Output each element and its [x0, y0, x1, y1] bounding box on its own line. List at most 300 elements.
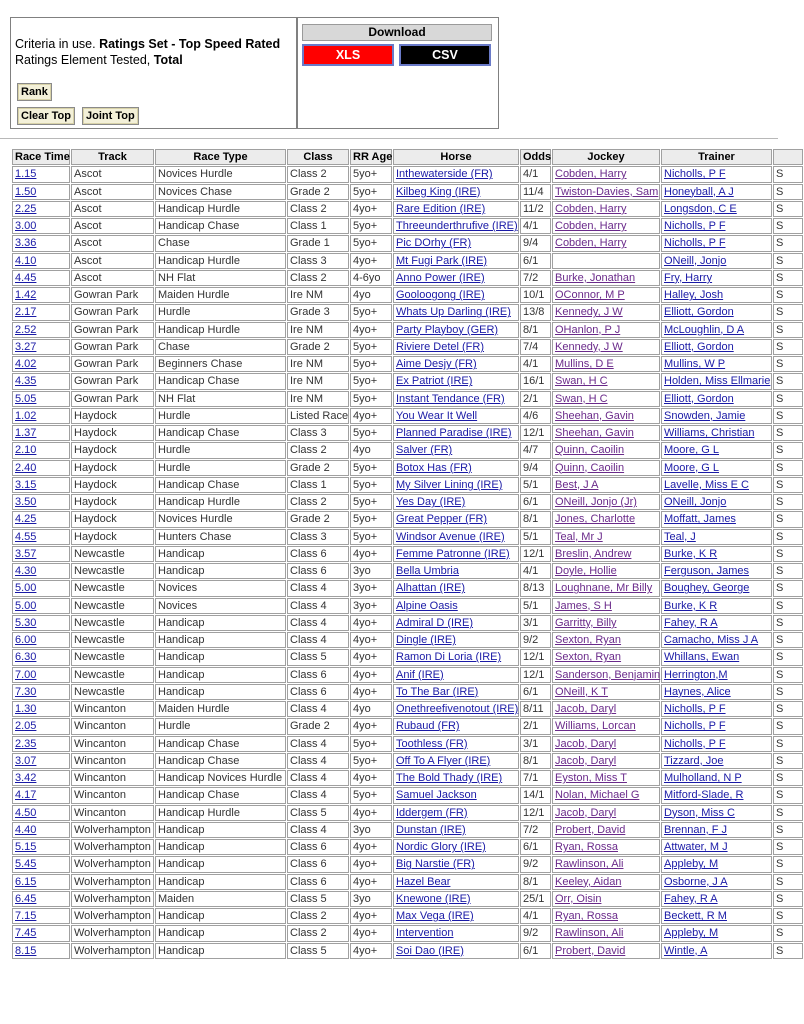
trainer-link[interactable]: Dyson, Miss C — [664, 806, 735, 819]
cell-race-time — [12, 718, 70, 734]
cell-class: Class 1 — [287, 218, 349, 234]
jockey-link[interactable]: Sexton, Ryan — [555, 651, 622, 664]
cell-class: Grade 2 — [287, 511, 349, 527]
race-time-link[interactable]: 6.00 — [15, 634, 37, 647]
jockey-link[interactable]: Cobden, Harry — [555, 202, 627, 215]
column-header-jockey[interactable]: Jockey — [552, 149, 660, 165]
jockey-link[interactable]: Jacob, Daryl — [555, 737, 617, 750]
jockey-link[interactable]: Loughnane, Mr Billy — [555, 582, 653, 595]
trainer-link[interactable]: Moore, G L — [664, 461, 720, 474]
horse-link[interactable]: To The Bar (IRE) — [396, 685, 479, 698]
horse-link[interactable]: Aime Desjy (FR) — [396, 358, 477, 371]
table-row — [12, 943, 803, 959]
cell-track: Ascot — [71, 270, 154, 286]
cell-track: Wolverhampton — [71, 943, 154, 959]
table-row — [12, 787, 803, 803]
race-time-link[interactable]: 2.25 — [15, 202, 37, 215]
race-time-link[interactable]: 1.02 — [15, 409, 37, 422]
trainer-link[interactable]: Nicholls, P F — [664, 237, 726, 250]
race-time-link[interactable]: 1.30 — [15, 703, 37, 716]
horse-link[interactable]: Anno Power (IRE) — [396, 271, 485, 284]
cell-race-time — [12, 477, 70, 493]
race-time-link[interactable]: 7.30 — [15, 685, 37, 698]
horse-link[interactable]: Whats Up Darling (IRE) — [396, 306, 511, 319]
race-time-link[interactable]: 3.27 — [15, 340, 37, 353]
download-xls-button[interactable]: XLS — [302, 44, 394, 66]
trainer-link[interactable]: Osborne, J A — [664, 875, 728, 888]
jockey-link[interactable]: Orr, Oisin — [555, 892, 602, 905]
race-time-link[interactable]: 3.00 — [15, 220, 37, 233]
trainer-link[interactable]: Elliott, Gordon — [664, 306, 734, 319]
trainer-link[interactable]: Camacho, Miss J A — [664, 634, 759, 647]
cell-rr-age: 5yo+ — [350, 511, 392, 527]
horse-link[interactable]: Iddergem (FR) — [396, 806, 468, 819]
cell-horse — [393, 839, 519, 855]
horse-link[interactable]: Femme Patronne (IRE) — [396, 547, 510, 560]
race-time-link[interactable]: 5.05 — [15, 392, 37, 405]
criteria-element-line — [15, 53, 183, 67]
cell-jockey — [552, 925, 660, 941]
horse-link[interactable]: Nordic Glory (IRE) — [396, 841, 486, 854]
cell-horse — [393, 356, 519, 372]
jockey-link[interactable]: Rawlinson, Ali — [555, 858, 624, 871]
race-time-link[interactable]: 3.57 — [15, 547, 37, 560]
trainer-link[interactable]: ONeill, Jonjo — [664, 254, 727, 267]
cell-extra: S — [773, 287, 803, 303]
trainer-link[interactable]: Mitford-Slade, R — [664, 789, 744, 802]
trainer-link[interactable]: Herrington,M — [664, 668, 728, 681]
cell-class: Class 4 — [287, 753, 349, 769]
cell-horse — [393, 546, 519, 562]
horse-link[interactable]: Alpine Oasis — [396, 599, 458, 612]
jockey-link[interactable]: Jacob, Daryl — [555, 806, 617, 819]
rank-button[interactable]: Rank — [17, 83, 52, 101]
cell-rr-age: 5yo+ — [350, 356, 392, 372]
cell-race-type: Handicap Chase — [155, 787, 286, 803]
race-time-link[interactable]: 3.50 — [15, 496, 37, 509]
horse-link[interactable]: Off To A Flyer (IRE) — [396, 754, 491, 767]
jockey-link[interactable]: Jones, Charlotte — [555, 513, 636, 526]
table-row — [12, 511, 803, 527]
trainer-link[interactable]: Beckett, R M — [664, 910, 727, 923]
cell-extra: S — [773, 667, 803, 683]
cell-race-time — [12, 460, 70, 476]
cell-race-type: Handicap Hurdle — [155, 201, 286, 217]
horse-link[interactable]: Yes Day (IRE) — [396, 496, 466, 509]
cell-track: Wolverhampton — [71, 874, 154, 890]
cell-trainer — [661, 805, 772, 821]
cell-extra: S — [773, 322, 803, 338]
cell-odds: 8/1 — [520, 874, 551, 890]
race-time-link[interactable]: 4.40 — [15, 823, 37, 836]
download-csv-button[interactable]: CSV — [399, 44, 491, 66]
column-header-extra[interactable] — [773, 149, 803, 165]
jockey-link[interactable]: Jacob, Daryl — [555, 754, 617, 767]
column-header-trainer[interactable]: Trainer — [661, 149, 772, 165]
jockey-link[interactable]: Kennedy, J W — [555, 306, 623, 319]
horse-link[interactable]: Ex Patriot (IRE) — [396, 375, 473, 388]
cell-class: Class 4 — [287, 770, 349, 786]
horse-link[interactable]: Max Vega (IRE) — [396, 910, 474, 923]
trainer-link[interactable]: Moore, G L — [664, 444, 720, 457]
jockey-link[interactable]: Cobden, Harry — [555, 168, 627, 181]
race-time-link[interactable]: 4.55 — [15, 530, 37, 543]
cell-race-time — [12, 925, 70, 941]
trainer-link[interactable]: Attwater, M J — [664, 841, 728, 854]
jockey-link[interactable]: Jacob, Daryl — [555, 703, 617, 716]
trainer-link[interactable]: Whillans, Ewan — [664, 651, 740, 664]
cell-jockey — [552, 304, 660, 320]
jockey-link[interactable]: OConnor, M P — [555, 289, 625, 302]
cell-race-type: Hurdle — [155, 460, 286, 476]
cell-trainer — [661, 460, 772, 476]
cell-jockey — [552, 270, 660, 286]
jockey-link[interactable]: Williams, Lorcan — [555, 720, 636, 733]
race-time-link[interactable]: 7.15 — [15, 910, 37, 923]
trainer-link[interactable]: Fry, Harry — [664, 271, 713, 284]
horse-link[interactable]: Great Pepper (FR) — [396, 513, 488, 526]
horse-link[interactable]: The Bold Thady (IRE) — [396, 772, 503, 785]
trainer-link[interactable]: Moffatt, James — [664, 513, 736, 526]
trainer-link[interactable]: Appleby, M — [664, 858, 719, 871]
cell-class: Class 2 — [287, 270, 349, 286]
trainer-link[interactable]: Halley, Josh — [664, 289, 724, 302]
jockey-link[interactable]: Burke, Jonathan — [555, 271, 636, 284]
horse-link[interactable]: Rare Edition (IRE) — [396, 202, 486, 215]
jockey-link[interactable]: Mullins, D E — [555, 358, 614, 371]
race-time-link[interactable]: 7.00 — [15, 668, 37, 681]
trainer-link[interactable]: Boughey, George — [664, 582, 750, 595]
cell-class: Class 4 — [287, 787, 349, 803]
horse-link[interactable]: Windsor Avenue (IRE) — [396, 530, 505, 543]
trainer-link[interactable]: Mulholland, N P — [664, 772, 742, 785]
trainer-link[interactable]: Burke, K R — [664, 599, 718, 612]
cell-race-time — [12, 425, 70, 441]
cell-jockey — [552, 805, 660, 821]
horse-link[interactable]: Alhattan (IRE) — [396, 582, 466, 595]
race-time-link[interactable]: 2.17 — [15, 306, 37, 319]
jockey-link[interactable]: Garritty, Billy — [555, 616, 617, 629]
race-time-link[interactable]: 2.10 — [15, 444, 37, 457]
jockey-link[interactable]: Teal, Mr J — [555, 530, 603, 543]
horse-link[interactable]: Kilbeg King (IRE) — [396, 185, 481, 198]
trainer-link[interactable]: Nicholls, P F — [664, 168, 726, 181]
cell-track: Newcastle — [71, 667, 154, 683]
race-time-link[interactable]: 1.50 — [15, 185, 37, 198]
trainer-link[interactable]: ONeill, Jonjo — [664, 496, 727, 509]
horse-link[interactable]: Anif (IRE) — [396, 668, 444, 681]
horse-link[interactable]: Instant Tendance (FR) — [396, 392, 505, 405]
race-time-link[interactable]: 4.02 — [15, 358, 37, 371]
cell-rr-age: 4yo+ — [350, 908, 392, 924]
table-row — [12, 304, 803, 320]
jockey-link[interactable]: Breslin, Andrew — [555, 547, 632, 560]
cell-race-time — [12, 615, 70, 631]
trainer-link[interactable]: Holden, Miss Ellmarie — [664, 375, 771, 388]
race-time-link[interactable]: 4.10 — [15, 254, 37, 267]
cell-class: Class 2 — [287, 166, 349, 182]
jockey-link[interactable]: Swan, H C — [555, 375, 608, 388]
jockey-link[interactable]: Kennedy, J W — [555, 340, 623, 353]
horse-link[interactable]: Intervention — [396, 927, 454, 940]
horse-link[interactable]: Bella Umbria — [396, 565, 459, 578]
cell-odds: 13/8 — [520, 304, 551, 320]
cell-race-type: Handicap Chase — [155, 753, 286, 769]
horse-link[interactable]: Gooloogong (IRE) — [396, 289, 485, 302]
race-time-link[interactable]: 5.00 — [15, 599, 37, 612]
trainer-link[interactable]: Appleby, M — [664, 927, 719, 940]
joint-top-button[interactable]: Joint Top — [82, 107, 139, 125]
trainer-link[interactable]: Nicholls, P F — [664, 220, 726, 233]
clear-top-button[interactable]: Clear Top — [17, 107, 75, 125]
cell-race-time — [12, 494, 70, 510]
cell-rr-age: 4yo+ — [350, 770, 392, 786]
cell-race-time — [12, 856, 70, 872]
horse-link[interactable]: Toothless (FR) — [396, 737, 468, 750]
cell-horse — [393, 667, 519, 683]
race-time-link[interactable]: 8.15 — [15, 944, 37, 957]
race-time-link[interactable]: 3.07 — [15, 754, 37, 767]
cell-rr-age: 3yo — [350, 563, 392, 579]
table-row — [12, 598, 803, 614]
cell-race-type: Chase — [155, 235, 286, 251]
race-time-link[interactable]: 6.15 — [15, 875, 37, 888]
cell-horse — [393, 649, 519, 665]
cell-race-time — [12, 218, 70, 234]
horse-link[interactable]: Dunstan (IRE) — [396, 823, 466, 836]
cell-trainer — [661, 391, 772, 407]
trainer-link[interactable]: Elliott, Gordon — [664, 340, 734, 353]
jockey-link[interactable]: Quinn, Caoilin — [555, 444, 625, 457]
jockey-link[interactable]: Twiston-Davies, Sam — [555, 185, 659, 198]
download-header: Download — [302, 24, 492, 41]
jockey-link[interactable]: Quinn, Caoilin — [555, 461, 625, 474]
trainer-link[interactable]: Nicholls, P F — [664, 737, 726, 750]
jockey-link[interactable]: Swan, H C — [555, 392, 608, 405]
jockey-link[interactable]: James, S H — [555, 599, 612, 612]
race-time-link[interactable]: 5.30 — [15, 616, 37, 629]
race-time-link[interactable]: 1.42 — [15, 289, 37, 302]
cell-horse — [393, 805, 519, 821]
cell-race-type: Hurdle — [155, 718, 286, 734]
race-time-link[interactable]: 3.36 — [15, 237, 37, 250]
cell-rr-age: 5yo+ — [350, 736, 392, 752]
trainer-link[interactable]: Teal, J — [664, 530, 696, 543]
trainer-link[interactable]: Tizzard, Joe — [664, 754, 724, 767]
jockey-link[interactable]: Ryan, Rossa — [555, 841, 618, 854]
race-time-link[interactable]: 4.45 — [15, 271, 37, 284]
race-time-link[interactable]: 4.17 — [15, 789, 37, 802]
jockey-link[interactable]: ONeill, K T — [555, 685, 608, 698]
table-row — [12, 736, 803, 752]
horse-link[interactable]: Ramon Di Loria (IRE) — [396, 651, 502, 664]
cell-odds: 12/1 — [520, 667, 551, 683]
jockey-link[interactable]: Rawlinson, Ali — [555, 927, 624, 940]
cell-rr-age: 4yo+ — [350, 667, 392, 683]
cell-trainer — [661, 822, 772, 838]
cell-track: Gowran Park — [71, 356, 154, 372]
horse-link[interactable]: Rubaud (FR) — [396, 720, 460, 733]
horse-link[interactable]: Inthewaterside (FR) — [396, 168, 493, 181]
horse-link[interactable]: Soi Dao (IRE) — [396, 944, 464, 957]
jockey-link[interactable]: Sheehan, Gavin — [555, 409, 634, 422]
horse-link[interactable]: Knewone (IRE) — [396, 892, 471, 905]
trainer-link[interactable]: Nicholls, P F — [664, 703, 726, 716]
horse-link[interactable]: Hazel Bear — [396, 875, 451, 888]
cell-trainer — [661, 442, 772, 458]
cell-trainer — [661, 925, 772, 941]
trainer-link[interactable]: Elliott, Gordon — [664, 392, 734, 405]
cell-horse — [393, 425, 519, 441]
horse-link[interactable]: Salver (FR) — [396, 444, 453, 457]
race-time-link[interactable]: 1.15 — [15, 168, 37, 181]
jockey-link[interactable]: Probert, David — [555, 944, 626, 957]
jockey-link[interactable]: Sanderson, Benjamin — [555, 668, 661, 681]
trainer-link[interactable]: Mullins, W P — [664, 358, 726, 371]
horse-link[interactable]: Planned Paradise (IRE) — [396, 427, 512, 440]
cell-odds: 4/1 — [520, 908, 551, 924]
race-time-link[interactable]: 2.52 — [15, 323, 37, 336]
trainer-link[interactable]: Williams, Christian — [664, 427, 755, 440]
race-time-link[interactable]: 2.40 — [15, 461, 37, 474]
column-header-odds[interactable]: Odds — [520, 149, 551, 165]
table-row — [12, 667, 803, 683]
race-time-link[interactable]: 4.30 — [15, 565, 37, 578]
horse-link[interactable]: Onethreefivenotout (IRE) — [396, 703, 519, 716]
cell-rr-age: 5yo+ — [350, 787, 392, 803]
race-time-link[interactable]: 5.15 — [15, 841, 37, 854]
cell-horse — [393, 166, 519, 182]
trainer-link[interactable]: Longsdon, C E — [664, 202, 737, 215]
cell-odds: 5/1 — [520, 598, 551, 614]
jockey-link[interactable]: Ryan, Rossa — [555, 910, 618, 923]
jockey-link[interactable]: Sexton, Ryan — [555, 634, 622, 647]
horse-link[interactable]: Pic DOrhy (FR) — [396, 237, 472, 250]
cell-race-type: Novices — [155, 580, 286, 596]
jockey-link[interactable]: Keeley, Aidan — [555, 875, 622, 888]
race-time-link[interactable]: 6.30 — [15, 651, 37, 664]
cell-race-type: Handicap — [155, 908, 286, 924]
horse-link[interactable]: Riviere Detel (FR) — [396, 340, 485, 353]
trainer-link[interactable]: Honeyball, A J — [664, 185, 734, 198]
jockey-link[interactable]: Probert, David — [555, 823, 626, 836]
race-time-link[interactable]: 2.35 — [15, 737, 37, 750]
cell-odds: 9/4 — [520, 460, 551, 476]
race-time-link[interactable]: 3.15 — [15, 478, 37, 491]
horse-link[interactable]: Party Playboy (GER) — [396, 323, 499, 336]
cell-trainer — [661, 270, 772, 286]
race-time-link[interactable]: 4.50 — [15, 806, 37, 819]
jockey-link[interactable]: Best, J A — [555, 478, 599, 491]
column-header-horse[interactable]: Horse — [393, 149, 519, 165]
cell-odds: 6/1 — [520, 494, 551, 510]
trainer-link[interactable]: McLoughlin, D A — [664, 323, 745, 336]
horse-link[interactable]: Dingle (IRE) — [396, 634, 456, 647]
trainer-link[interactable]: Fahey, R A — [664, 616, 718, 629]
race-time-link[interactable]: 7.45 — [15, 927, 37, 940]
race-time-link[interactable]: 4.25 — [15, 513, 37, 526]
cell-track: Wincanton — [71, 736, 154, 752]
jockey-link[interactable]: Sheehan, Gavin — [555, 427, 634, 440]
jockey-link[interactable]: ONeill, Jonjo (Jr) — [555, 496, 637, 509]
cell-odds: 4/1 — [520, 166, 551, 182]
cell-horse — [393, 304, 519, 320]
jockey-link[interactable]: Eyston, Miss T — [555, 772, 627, 785]
horse-link[interactable]: Samuel Jackson — [396, 789, 477, 802]
trainer-link[interactable]: Lavelle, Miss E C — [664, 478, 749, 491]
jockey-link[interactable]: Cobden, Harry — [555, 220, 627, 233]
cell-extra: S — [773, 425, 803, 441]
horse-link[interactable]: My Silver Lining (IRE) — [396, 478, 503, 491]
jockey-link[interactable]: OHanlon, P J — [555, 323, 621, 336]
cell-race-type: Handicap Chase — [155, 218, 286, 234]
cell-rr-age: 5yo+ — [350, 460, 392, 476]
cell-odds: 7/2 — [520, 822, 551, 838]
cell-track: Newcastle — [71, 598, 154, 614]
cell-class: Class 6 — [287, 684, 349, 700]
race-time-link[interactable]: 3.42 — [15, 772, 37, 785]
jockey-link[interactable]: Doyle, Hollie — [555, 565, 617, 578]
column-header-race-type[interactable]: Race Type — [155, 149, 286, 165]
trainer-link[interactable]: Fahey, R A — [664, 892, 718, 905]
cell-trainer — [661, 184, 772, 200]
column-header-class[interactable]: Class — [287, 149, 349, 165]
race-time-link[interactable]: 5.00 — [15, 582, 37, 595]
cell-race-type: Handicap — [155, 615, 286, 631]
race-time-link[interactable]: 4.35 — [15, 375, 37, 388]
column-header-race-time[interactable]: Race Time — [12, 149, 70, 165]
race-time-link[interactable]: 5.45 — [15, 858, 37, 871]
cell-horse — [393, 701, 519, 717]
race-time-link[interactable]: 6.45 — [15, 892, 37, 905]
jockey-link[interactable]: Cobden, Harry — [555, 237, 627, 250]
trainer-link[interactable]: Wintle, A — [664, 944, 708, 957]
column-header-rr-age[interactable]: RR Age — [350, 149, 392, 165]
column-header-track[interactable]: Track — [71, 149, 154, 165]
table-row — [12, 477, 803, 493]
section-divider — [0, 138, 778, 139]
horse-link[interactable]: Botox Has (FR) — [396, 461, 472, 474]
cell-jockey — [552, 425, 660, 441]
race-time-link[interactable]: 2.05 — [15, 720, 37, 733]
jockey-link[interactable]: Nolan, Michael G — [555, 789, 640, 802]
cell-horse — [393, 201, 519, 217]
cell-race-time — [12, 511, 70, 527]
cell-odds: 16/1 — [520, 373, 551, 389]
trainer-link[interactable]: Burke, K R — [664, 547, 718, 560]
horse-link[interactable]: Mt Fugi Park (IRE) — [396, 254, 488, 267]
cell-track: Newcastle — [71, 649, 154, 665]
cell-race-type: NH Flat — [155, 270, 286, 286]
trainer-link[interactable]: Nicholls, P F — [664, 720, 726, 733]
trainer-link[interactable]: Haynes, Alice — [664, 685, 731, 698]
trainer-link[interactable]: Brennan, F J — [664, 823, 727, 836]
trainer-link[interactable]: Ferguson, James — [664, 565, 749, 578]
cell-race-type: Handicap Hurdle — [155, 494, 286, 510]
table-row — [12, 408, 803, 424]
cell-class: Class 5 — [287, 943, 349, 959]
horse-link[interactable]: You Wear It Well — [396, 409, 478, 422]
cell-jockey — [552, 253, 660, 269]
horse-link[interactable]: Big Narstie (FR) — [396, 858, 475, 871]
race-time-link[interactable]: 1.37 — [15, 427, 37, 440]
cell-race-type: Handicap — [155, 649, 286, 665]
table-row — [12, 339, 803, 355]
trainer-link[interactable]: Snowden, Jamie — [664, 409, 746, 422]
horse-link[interactable]: Admiral D (IRE) — [396, 616, 474, 629]
horse-link[interactable]: Threeunderthrufive (IRE) — [396, 220, 518, 233]
cell-race-type: Handicap Hurdle — [155, 805, 286, 821]
